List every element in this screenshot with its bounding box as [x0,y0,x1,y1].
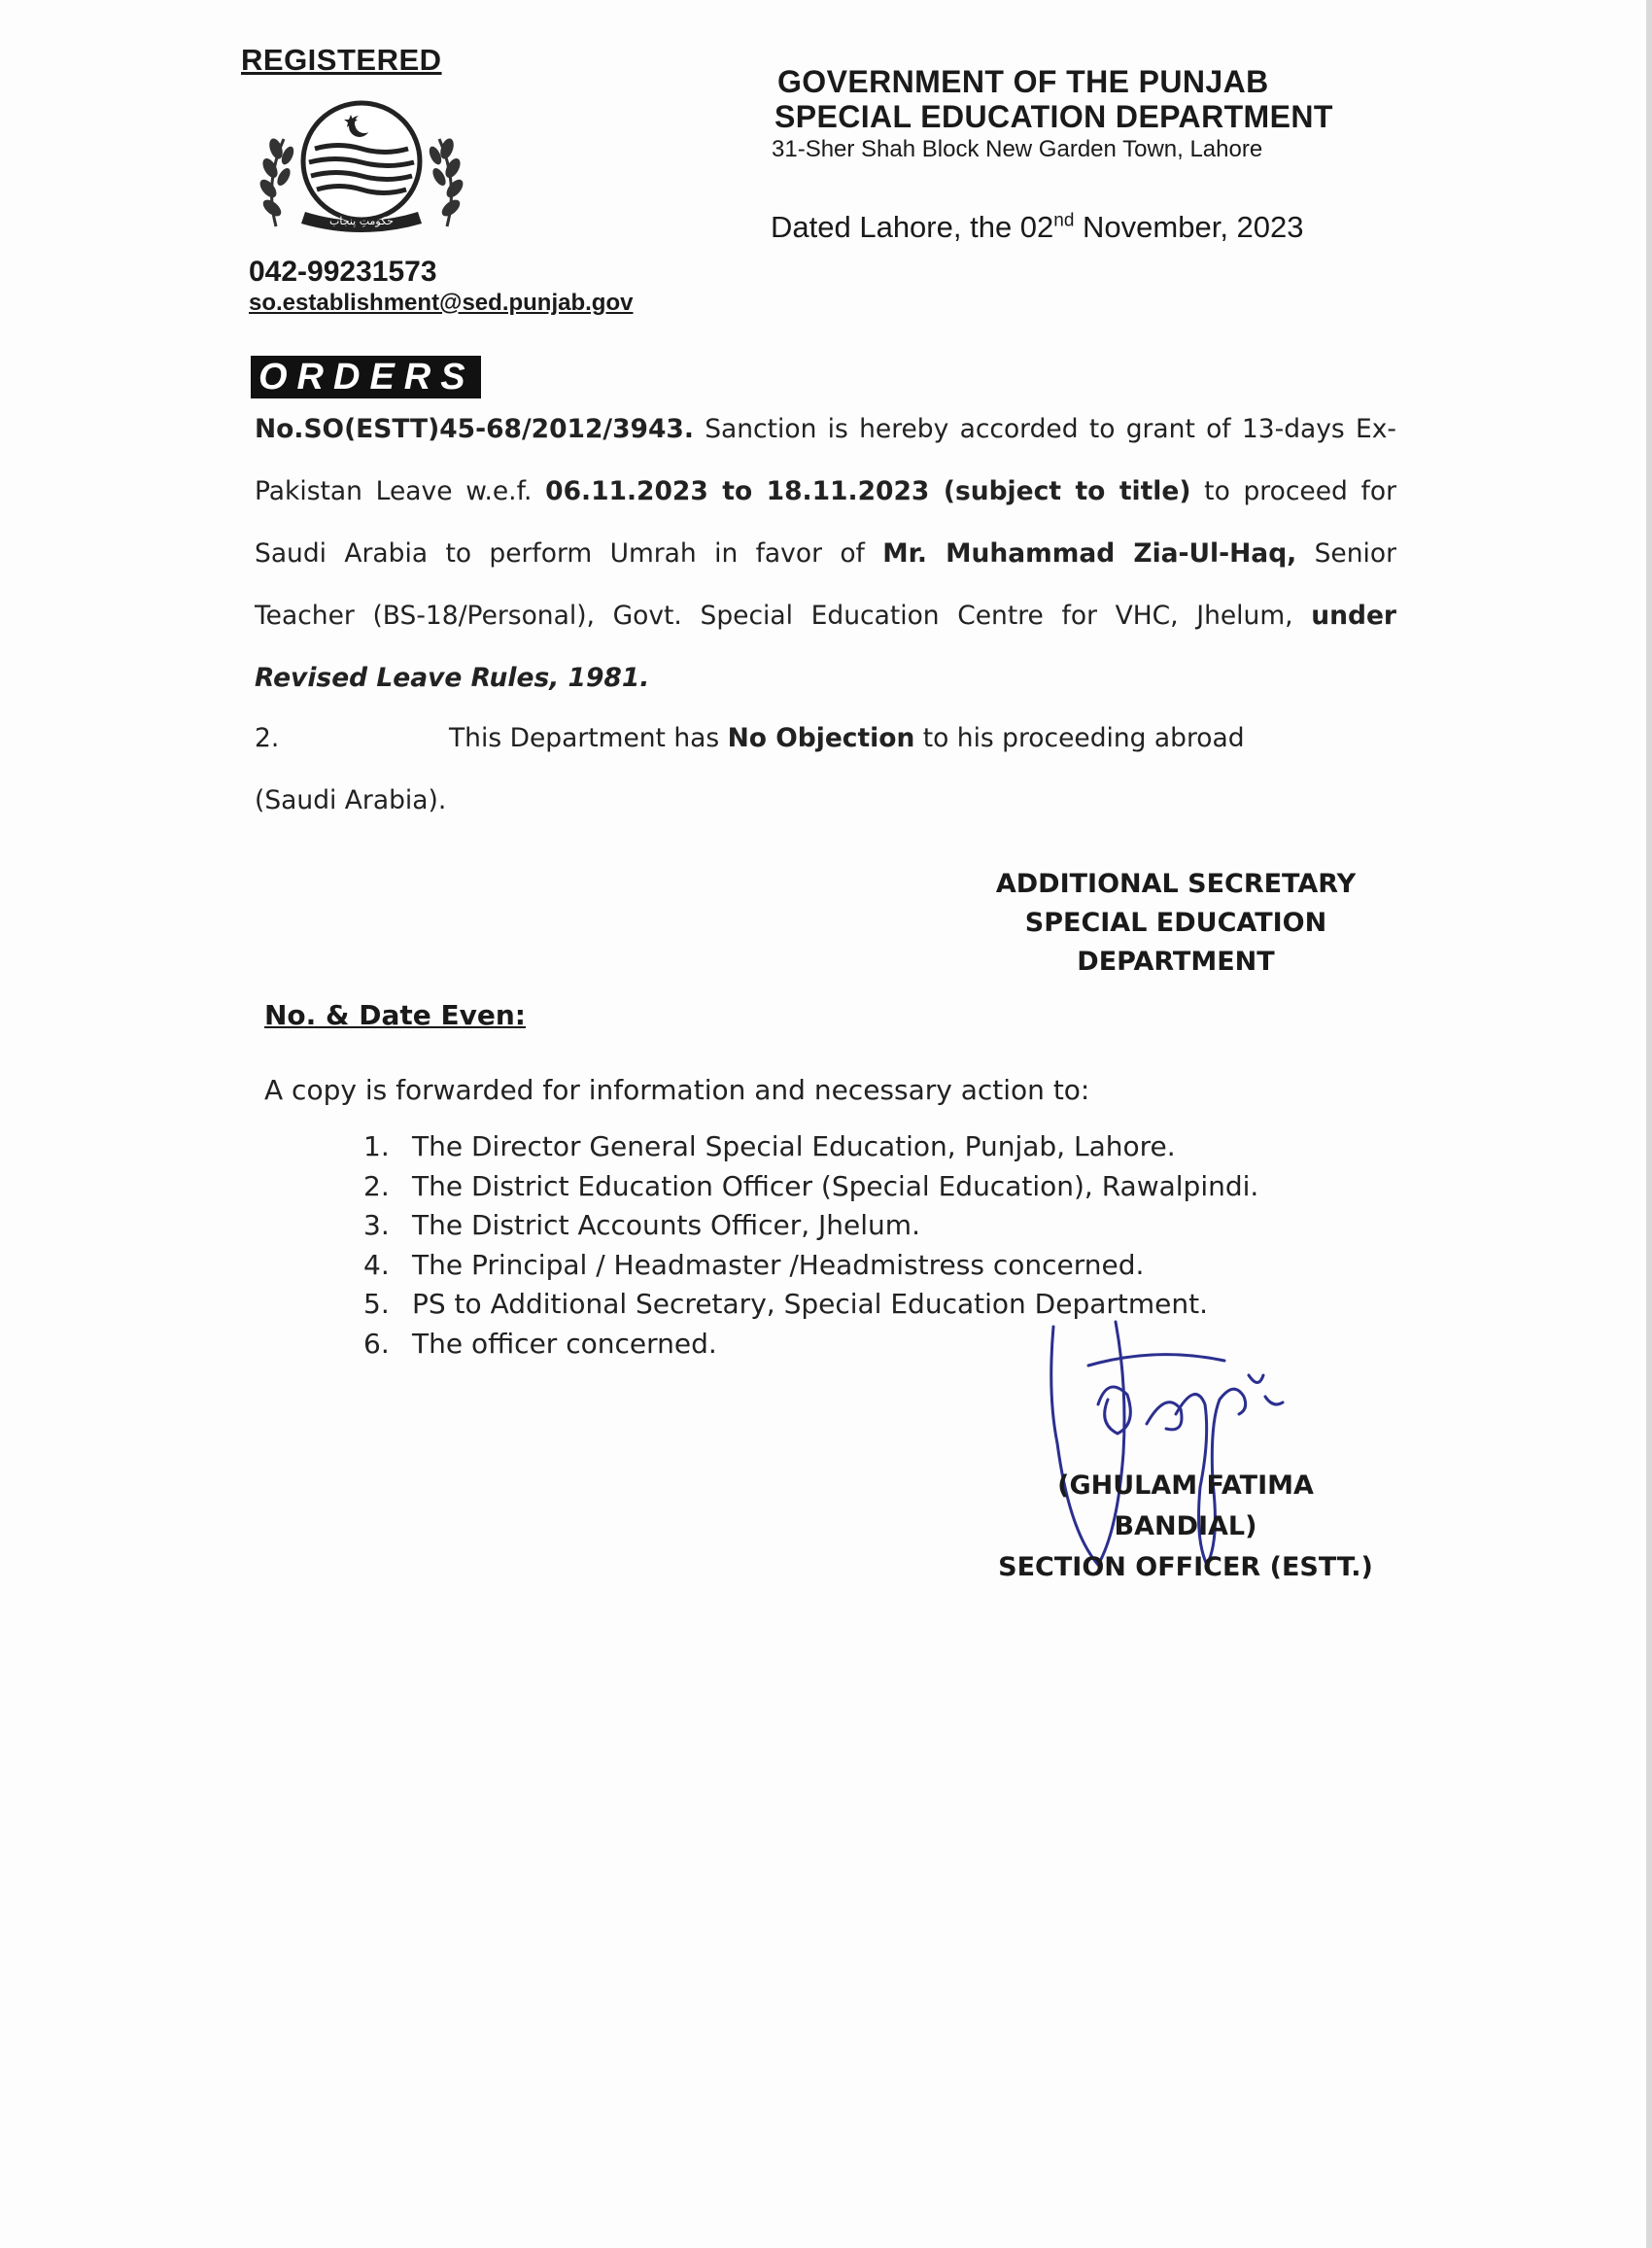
signatory-1-line-3: DEPARTMENT [1077,947,1275,977]
list-item: 5. PS to Additional Secretary, Special Education Department. [363,1288,1208,1320]
paragraph-2-text-1: This Department has [449,723,728,753]
department-title: SPECIAL EDUCATION DEPARTMENT [774,99,1333,134]
list-item: 2. The District Education Officer (Special Education), Rawalpindi. [363,1169,1259,1202]
leave-dates: 06.11.2023 to 18.11.2023 (subject to title) [545,476,1191,506]
order-paragraph-1 [255,398,1396,709]
emblem-scroll-text: حکومتِ پنجاب [329,215,394,227]
no-objection: No Objection [727,723,915,753]
email-address: so.establishment@sed.punjab.gov [249,290,634,316]
government-title: GOVERNMENT OF THE PUNJAB [777,64,1269,99]
order-text-3: Senior Teacher (BS-18/Personal), Govt. Special Education Centre for VHC, Jhelum, [255,538,1396,631]
list-item: 6. The officer concerned. [363,1327,717,1360]
order-paragraph-2 [255,708,1396,832]
order-under: under [1311,601,1396,631]
signatory-2-name: (GHULAM FATIMA BANDIAL) [1057,1470,1314,1541]
list-item: 1. The Director General Special Education, Punjab, Lahore. [363,1130,1176,1162]
dated-prefix: Dated Lahore, the 02 [771,210,1054,244]
signatory-1-line-1: ADDITIONAL SECRETARY [995,869,1357,899]
punjab-government-emblem-icon [255,95,468,241]
signatory-1-line-2: SPECIAL EDUCATION [1024,908,1327,938]
list-item: 4. The Principal / Headmaster /Headmistress concerned. [363,1248,1145,1281]
dated-sup: nd [1053,210,1075,231]
dated-suffix: November, 2023 [1074,210,1304,244]
list-item: 3. The District Accounts Officer, Jhelum. [363,1209,920,1241]
section-officer-block [981,1466,1390,1588]
employee-name: Mr. Muhammad Zia-Ul-Haq, [882,538,1297,569]
registered-label: REGISTERED [241,43,442,77]
dated-line [771,210,1304,245]
phone-number: 042-99231573 [249,256,437,288]
copy-forwarded-intro: A copy is forwarded for information and necessary action to: [264,1074,1090,1106]
paragraph-2-text-3: (Saudi Arabia). [255,785,447,815]
orders-heading: ORDERS [251,356,481,398]
order-text-2: to proceed for Saudi Arabia to perform Umrah in favor of [255,476,1396,569]
no-date-even-heading: No. & Date Even: [264,999,526,1031]
paragraph-2-number: 2. [255,723,280,753]
department-address: 31-Sher Shah Block New Garden Town, Lahore [772,136,1263,162]
paragraph-2-text-2: to his proceeding abroad [914,723,1245,753]
leave-rules: Revised Leave Rules, 1981. [255,663,650,693]
additional-secretary-block [981,865,1370,982]
order-reference-number: No.SO(ESTT)45-68/2012/3943. [255,414,694,444]
signatory-2-designation: SECTION OFFICER (ESTT.) [998,1552,1373,1582]
order-text-1: Sanction is hereby accorded to grant of 13-days Ex-Pakistan Leave w.e.f. [255,414,1396,506]
